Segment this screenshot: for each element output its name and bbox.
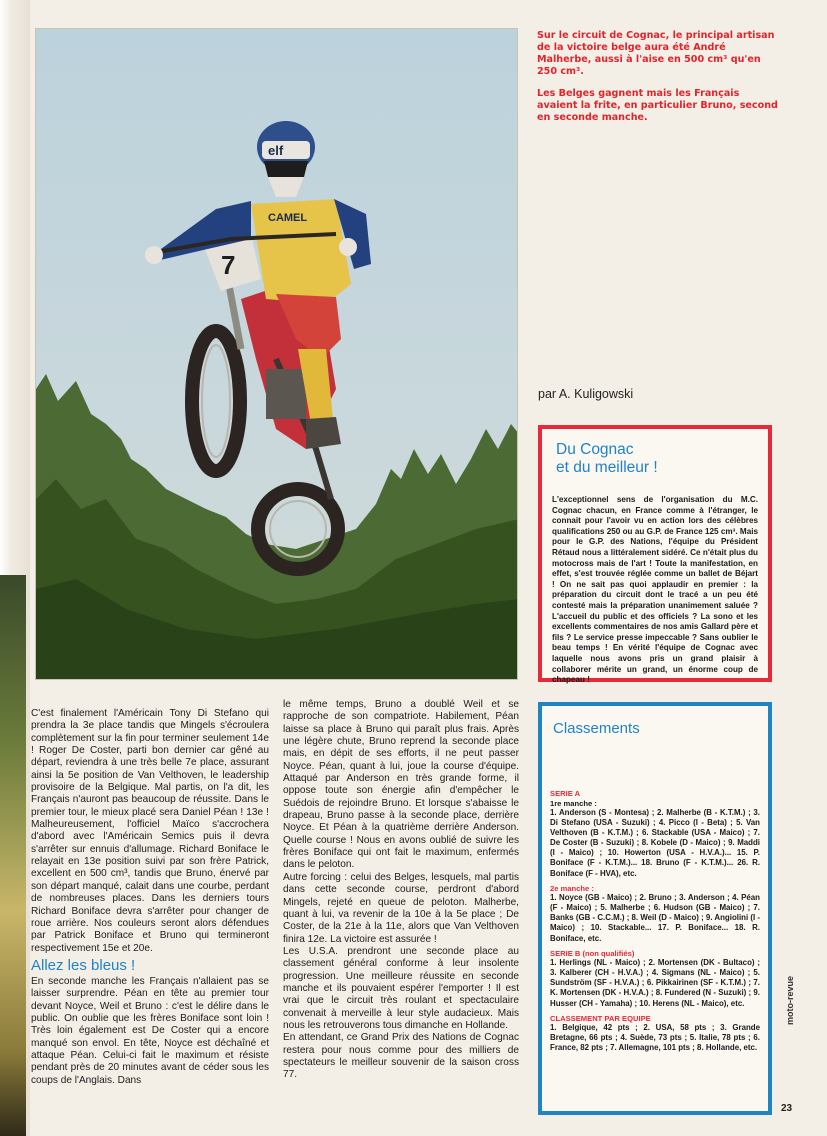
results-list	[550, 789, 760, 1053]
helmet-text: elf	[268, 143, 284, 158]
manche-2-results: 1. Noyce (GB - Maico) ; 2. Bruno ; 3. Anderson ; 4. Péan (F - Maico) ; 5. Malherbe ; 6. Hudson (GB - Maico) ; 7. Banks (GB - C.C.M.) ; 8. Weil (D - Maico) ; 9. Angiolini (I - Maico) ; 10. Stackable... 17. P. Boniface... 18. R. Boniface, etc.	[550, 893, 760, 943]
sidebar-box-cognac	[538, 425, 772, 685]
article-column-1	[31, 708, 269, 1087]
sidebar-box-body: L'exceptionnel sens de l'organisation du M.C. Cognac chacun, en France comme à l'étranger, le connait pour l'avoir vu en action lors des célèbres qualifications 250 ou au G.P. de France 125 cm³. Mais pour le G.P. des Nations, l'équipe du Président Rétaud nous a littéralement sidéré. Ce n'était plus du motocross mais de l'art ! Toute la manifestation, en effet, s'est trouvée réglée comme un ballet de Béjart ! On ne sait pas quoi applaudir en premier : la préparation du circuit dont le tracé a un peu été contesté mais la préparation unanimement saluée ? L'accueil du public et des officiels ? La sono et les excellents commentaires de nos amis Gallard père et fils ? Le service presse impeccable ? Sans oublier le beau temps ! En vérité l'équipe de Cognac avec laquelle nous avons pris un grand plaisir à collaborer mérite un grand, un énorme coup de chapeau !	[552, 495, 758, 685]
sidebar-box-title	[556, 441, 758, 477]
caption-paragraph-1: Sur le circuit de Cognac, le principal artisan de la victoire belge aura été André Malherbe, aussi à l'aise en 500 cm³ qu'en 250 cm³.	[537, 30, 775, 77]
team-ranking-title: CLASSEMENT PAR EQUIPE	[550, 1013, 651, 1023]
article-paragraph: Autre forcing : celui des Belges, lesquels, mal partis dans cette seconde course, perdront d'abord Mingels, rejeté en queue de peloton. Malherbe, quant à lui, va revenir de la 10e à la 5e place ; De Coster, de la 21e à la 11e, alors que Van Velthoven finira 12e. La victoire est assurée !	[283, 871, 519, 945]
team-ranking-results: 1. Belgique, 42 pts ; 2. USA, 58 pts ; 3. Grande Bretagne, 66 pts ; 4. Suède, 73 pts ; 5. Italie, 78 pts ; 6. France, 82 pts ; 7. Allemagne, 101 pts ; 8. Hollande, etc.	[550, 1023, 760, 1053]
motocross-photo	[35, 28, 518, 680]
page-number: 23	[781, 1103, 793, 1114]
results-title: Classements	[553, 720, 640, 737]
magazine-label: moto-revue	[785, 975, 795, 1025]
sidebar-title-line1: Du Cognac	[556, 441, 634, 458]
article-paragraph: C'est finalement l'Américain Tony Di Stefano qui prendra la 3e place tandis que Mingels s'écroulera complètement sur la fin pour terminer seulement 14e ! Roger De Coster, parti bon dernier car gêné au départ, reviendra à une très belle 7e place, assurant ainsi la 5e position de Van Velthoven, le leadership provisoire de la Belgique. Mal partis, on l'a dit, les Français n'auront pas beaucoup de réussite. Dans le premier tour, le mieux placé sera Daniel Péan ! 13e ! Malheureusement, l'officiel Maïco s'accrochera d'abord avec l'Américain Semics puis il devra s'arrêter sur ennuis d'allumage. Richard Boniface le relayait en 13e position suivi par son frère Patrick, excellent en 500 cm³, tandis que Bruno, énervé par son départ manqué, calait dans une courbe, perdant de nombreuses places. Dans les derniers tours Richard Boniface devra s'arrêter pour changer de roue arrière. Nos couleurs seront alors défendues par Patrick Boniface et Bruno qui termineront respectivement 15e et 20e.	[31, 708, 269, 954]
sidebar-title-line2: et du meilleur !	[556, 459, 658, 476]
manche-2-label: 2e manche :	[550, 883, 594, 893]
photo-caption	[537, 30, 782, 134]
serie-a-title: SERIE A	[550, 789, 581, 798]
article-paragraph: le même temps, Bruno a doublé Weil et se rapproche de son compatriote. Habilement, Péan laisse sa place à Bruno qui paraît plus frais. Après une légère chute, Bruno reprend la seconde place mais, en dépit de ses efforts, il ne peut passer Noyce. Péan, quant à lui, joue la course d'équipe. Attaqué par Anderson en très grande forme, il oppose toute son énergie afin d'empêcher le Suédois de rejoindre Bruno. Et lorsque s'abaisse le drapeau, Bruno passe à la seconde place, derrière Noyce. Et Péan à la quatrième derrière Anderson. Quelle course ! Nous en avons oublié de suivre les frères Boniface qui ont fait le maximum, enfermés dans le peloton.	[283, 699, 519, 871]
serie-b-results: 1. Herlings (NL - Maico) ; 2. Mortensen (DK - Bultaco) ; 3. Kalberer (CH - H.V.A.) ; 4. Sigmans (NL - Maico) ; 5. Sundström (SF - H.V.A.) ; 6. Pikkairinen (SF - K.T.M.) ; 7. K. Mortensen (DK - H.V.A.) ; 8. Fundered (N - Suzuki) ; 9. Husser (CH - Yamaha) ; 10. Herens (NL - Maico), etc.	[550, 958, 760, 1008]
serie-b-title: SERIE B (non qualifiés)	[550, 948, 635, 958]
article-subhead: Allez les bleus !	[31, 956, 136, 974]
article-paragraph: Les U.S.A. prendront une seconde place au classement général conforme à leur insolente progression. Une meilleure réussite en seconde manche et ils pouvaient espérer l'emporter ! Il est vrai que le circuit très roulant et spectaculaire convenait à merveille à leur style audacieux. Mais nous les retrouverons tous dimanche en Hollande.	[283, 945, 519, 1031]
article-column-2	[283, 699, 519, 1082]
article-paragraph: En seconde manche les Français n'allaient pas se laisser surprendre. Péan en tête au premier tour devant Noyce, Weil et Bruno : c'est le délire dans le public. On oublie que les frères Boniface sont loin ! Très loin également est De Coster qui a encore manqué son envol. En tête, Noyce est déchaîné et attaque Péan. Celui-ci fait le maximum et résiste pendant près de 20 minutes avant de céder sous les coups de l'Anglais. Dans	[31, 975, 269, 1086]
caption-paragraph-2: Les Belges gagnent mais les Français avaient la frite, en particulier Bruno, second en seconde manche.	[537, 88, 778, 123]
vest-text: CAMEL	[268, 212, 308, 224]
manche-1-results: 1. Anderson (S - Montesa) ; 2. Malherbe (B - K.T.M.) ; 3. Di Stefano (USA - Suzuki) ; 4. Picco (I - Beta) ; 5. Van Velthoven (B - K.T.M.) ; 6. Stackable (USA - Maico) ; 7. De Coster (B - Suzuki) ; 8. Kobele (D - Maico) ; 9. Maddi (I - Maico) ; 10. Howerton (USA - H.V.A.)... 15. P. Boniface (F - K.T.M.)... 18. Bruno (F - K.T.M.)... 26. R. Boniface (F - HVA), etc.	[550, 808, 760, 878]
manche-1-label: 1re manche :	[550, 798, 597, 808]
article-paragraph: En attendant, ce Grand Prix des Nations de Cognac restera pour nous comme pour des milliers de spectateurs le meilleur souvenir de la saison cross 77.	[283, 1032, 519, 1081]
results-box	[538, 702, 772, 1115]
adjacent-page-strip	[0, 575, 26, 1136]
plate-number: 7	[221, 250, 236, 280]
author-byline: par A. Kuligowski	[538, 387, 634, 401]
